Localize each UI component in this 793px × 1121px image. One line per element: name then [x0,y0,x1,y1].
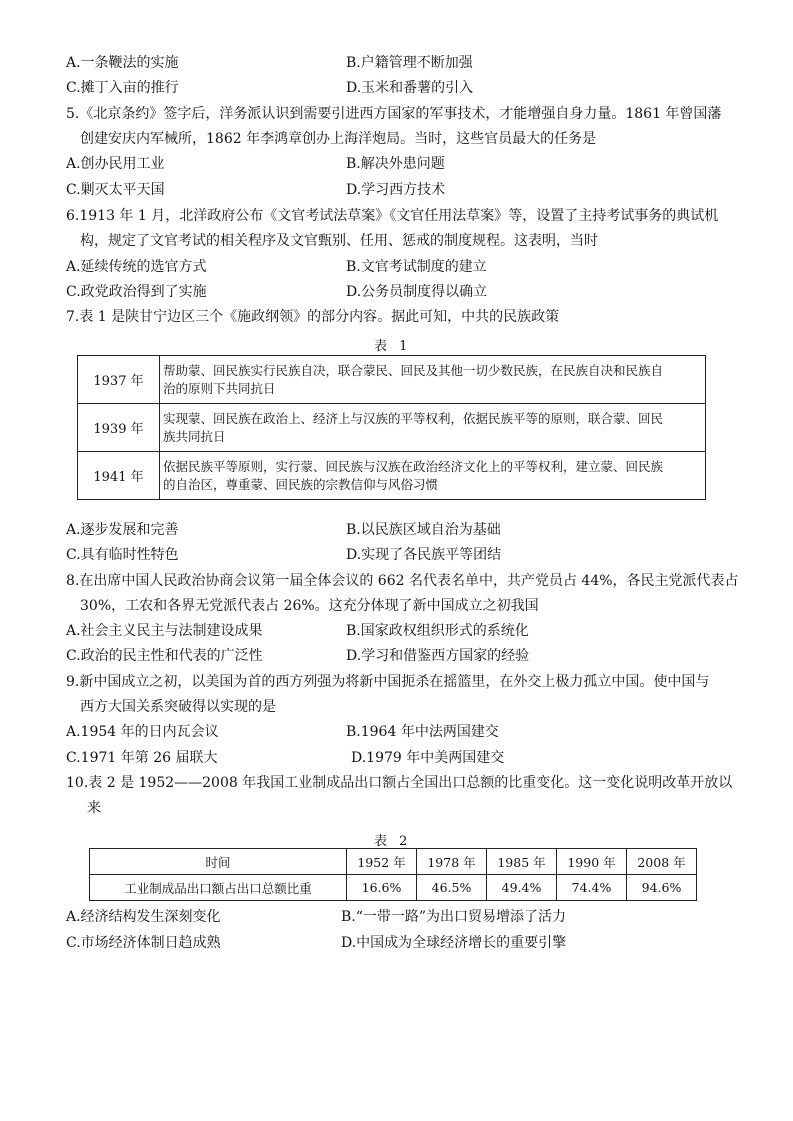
q5-option-d: D.学习西方技术 [346,182,446,198]
table-row [78,356,706,404]
table1-content [160,404,706,452]
q6-option-a: A.延续传统的选官方式 [66,259,207,275]
q7-option-d: D.实现了各民族平等团结 [346,547,502,563]
table2-header-label: 时间 [90,849,347,875]
table1-content [160,356,706,404]
q7-option-a: A.逐步发展和完善 [66,522,179,538]
q10-option-b: B.“一带一路”为出口贸易增添了活力 [341,909,567,925]
q8-option-d: D.学习和借鉴西方国家的经验 [346,648,530,664]
table1-content-line: 治的原则下共同抗日 [163,381,276,396]
table2-value: 94.6% [627,875,697,901]
q8-stem-line1: 8.在出席中国人民政治协商会议第一届全体会议的 662 名代表名单中，共产党员占 44%，各民主党派代表占 [66,573,739,589]
q7-stem: 7.表 1 是陕甘宁边区三个《施政纲领》的部分内容。据此可知，中共的民族政策 [66,309,560,325]
q4-option-c: C.摊丁入亩的推行 [66,80,179,96]
table1-content [160,452,706,500]
table2-caption: 表 2 [374,834,412,849]
table1-content-line: 的自治区，尊重蒙、回民族的宗教信仰与风俗习惯 [163,477,439,492]
q9-option-c: C.1971 年第 26 届联大 [66,750,218,766]
table2-value: 74.4% [557,875,627,901]
table1-content-line: 依据民族平等原则，实行蒙、回民族与汉族在政治经济文化上的平等权利，建立蒙、回民族 [163,459,664,474]
q6-option-d: D.公务员制度得以确立 [346,284,488,300]
table1-content-line: 实现蒙、回民族在政治上、经济上与汉族的平等权利，依据民族平等的原则，联合蒙、回民 [163,411,664,426]
q4-option-d: D.玉米和番薯的引入 [346,80,474,96]
q5-stem-line1: 5.《北京条约》签字后，洋务派认识到需要引进西方国家的军事技术，才能增强自身力量。1861 年曾国藩 [66,106,722,122]
q4-option-b: B.户籍管理不断加强 [346,55,473,71]
q8-option-b: B.国家政权组织形式的系统化 [346,623,529,639]
q10-stem-line2: 来 [87,800,101,816]
table2-year: 2008 年 [627,849,697,875]
table-row [90,849,697,875]
table2-year: 1985 年 [487,849,557,875]
q10-stem-line1: 10.表 2 是 1952——2008 年我国工业制成品出口额占全国出口总额的比重变化。这一变化说明改革开放以 [66,775,733,791]
q7-option-b: B.以民族区域自治为基础 [346,522,501,538]
table2-year: 1978 年 [417,849,487,875]
q9-option-d: D.1979 年中美两国建交 [351,750,505,766]
q9-option-a: A.1954 年的日内瓦会议 [66,724,219,740]
q6-option-b: B.文官考试制度的建立 [346,259,487,275]
q10-option-c: C.市场经济体制日趋成熟 [66,935,221,951]
table2-year: 1952 年 [347,849,417,875]
q4-option-a: A.一条鞭法的实施 [66,55,179,71]
q9-stem-line1: 9.新中国成立之初，以美国为首的西方列强为将新中国扼杀在摇篮里，在外交上极力孤立中国。使中国与 [66,674,710,690]
table2-row-label: 工业制成品出口额占出口总额比重 [90,875,347,901]
q7-option-c: C.具有临时性特色 [66,547,179,563]
q8-option-c: C.政治的民主性和代表的广泛性 [66,648,263,664]
q10-option-d: D.中国成为全球经济增长的重要引擎 [341,935,567,951]
q5-option-a: A.创办民用工业 [66,156,165,172]
q5-stem-line2: 创建安庆内军械所，1862 年李鸿章创办上海洋炮局。当时，这些官员最大的任务是 [80,131,597,147]
table2-year: 1990 年 [557,849,627,875]
q6-stem-line1: 6.1913 年 1 月，北洋政府公布《文官考试法草案》《文官任用法草案》等，设置了主持考试事务的典试机 [66,208,719,224]
q6-option-c: C.政党政治得到了实施 [66,284,207,300]
q8-option-a: A.社会主义民主与法制建设成果 [66,623,263,639]
table2 [89,848,697,901]
table1 [77,355,706,500]
table1-year: 1941 年 [78,452,160,500]
table1-content-line: 帮助蒙、回民族实行民族自决，联合蒙民、回民及其他一切少数民族，在民族自决和民族自 [163,363,664,378]
table1-year: 1939 年 [78,404,160,452]
table2-value: 49.4% [487,875,557,901]
q5-option-b: B.解决外患问题 [346,156,445,172]
q10-option-a: A.经济结构发生深刻变化 [66,909,221,925]
table2-value: 16.6% [347,875,417,901]
table-row [90,875,697,901]
q5-option-c: C.剿灭太平天国 [66,182,165,198]
table1-year: 1937 年 [78,356,160,404]
q9-option-b: B.1964 年中法两国建交 [346,724,499,740]
q6-stem-line2: 构，规定了文官考试的相关程序及文官甄别、任用、惩戒的制度规程。这表明，当时 [80,233,598,249]
q9-stem-line2: 西方大国关系突破得以实现的是 [80,699,276,715]
table2-value: 46.5% [417,875,487,901]
table-row [78,404,706,452]
q8-stem-line2: 30%，工农和各界无党派代表占 26%。这充分体现了新中国成立之初我国 [80,598,539,614]
table-row [78,452,706,500]
table1-caption: 表 1 [374,339,412,354]
table1-content-line: 族共同抗日 [163,429,226,444]
